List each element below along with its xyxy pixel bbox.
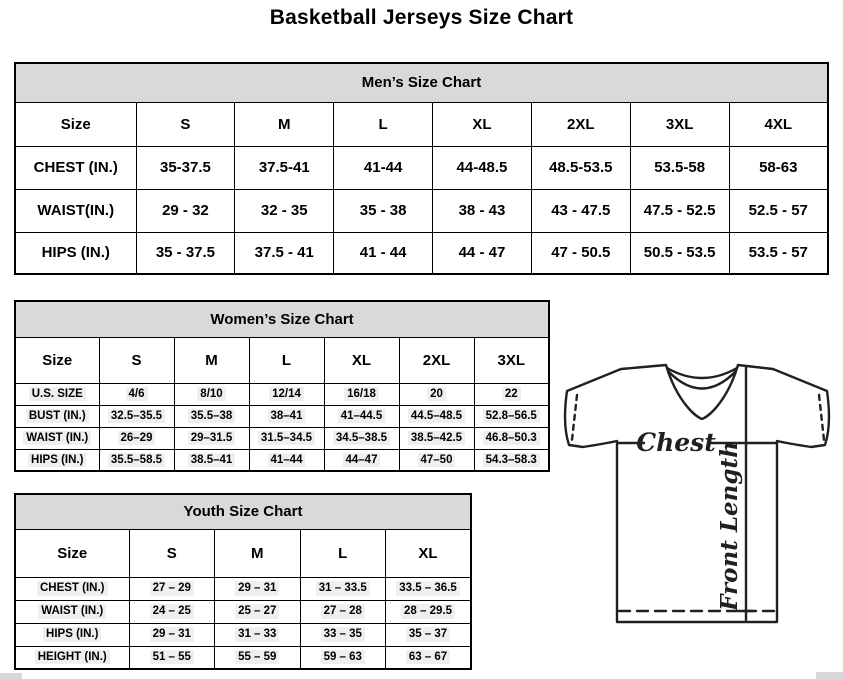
column-header: 4XL <box>729 102 828 146</box>
row-label: WAIST(IN.) <box>15 189 136 232</box>
table-cell: 43 - 47.5 <box>531 189 630 232</box>
table-row <box>15 189 828 232</box>
table-cell: 38–41 <box>249 405 324 427</box>
table-cell: 53.5-58 <box>630 146 729 189</box>
table-cell: 63 – 67 <box>386 646 472 669</box>
row-label: U.S. SIZE <box>15 383 99 405</box>
scrollbar-fragment-right[interactable] <box>816 672 843 679</box>
table-cell: 44-48.5 <box>433 146 532 189</box>
table-row <box>15 232 828 274</box>
table-cell: 29 – 31 <box>129 623 215 646</box>
page-title: Basketball Jerseys Size Chart <box>269 6 574 29</box>
table-cell: 35 - 38 <box>334 189 433 232</box>
row-label: WAIST (IN.) <box>15 600 129 623</box>
table-cell: 52.8–56.5 <box>474 405 549 427</box>
table-cell: 25 – 27 <box>215 600 301 623</box>
table-cell: 41-44 <box>334 146 433 189</box>
front-length-label: Front Length <box>716 441 743 611</box>
table-cell: 29 – 31 <box>215 577 301 600</box>
column-header: S <box>99 337 174 383</box>
table-row <box>15 600 471 623</box>
scrollbar-fragment-left[interactable] <box>0 673 22 679</box>
table-cell: 47.5 - 52.5 <box>630 189 729 232</box>
womens-size-table <box>14 300 550 472</box>
column-header: M <box>235 102 334 146</box>
column-header: XL <box>386 529 472 577</box>
table-band-row <box>15 494 471 529</box>
row-label: HIPS (IN.) <box>15 232 136 274</box>
table-cell: 41–44 <box>249 449 324 471</box>
table-cell: 20 <box>399 383 474 405</box>
table-cell: 44.5–48.5 <box>399 405 474 427</box>
table-cell: 44–47 <box>324 449 399 471</box>
column-header: Size <box>15 529 129 577</box>
table-cell: 47–50 <box>399 449 474 471</box>
column-header: M <box>174 337 249 383</box>
table-cell: 41 - 44 <box>334 232 433 274</box>
row-label: WAIST (IN.) <box>15 427 99 449</box>
table-cell: 16/18 <box>324 383 399 405</box>
table-cell: 59 – 63 <box>300 646 386 669</box>
table-band-row <box>15 301 549 337</box>
table-cell: 32 - 35 <box>235 189 334 232</box>
table-cell: 48.5-53.5 <box>531 146 630 189</box>
jersey-body-outline <box>565 365 829 622</box>
row-label: CHEST (IN.) <box>15 146 136 189</box>
table-cell: 26–29 <box>99 427 174 449</box>
table-cell: 47 - 50.5 <box>531 232 630 274</box>
table-cell: 27 – 29 <box>129 577 215 600</box>
table-cell: 51 – 55 <box>129 646 215 669</box>
table-row <box>15 623 471 646</box>
column-header: 3XL <box>474 337 549 383</box>
table-cell: 35.5–58.5 <box>99 449 174 471</box>
row-label: HIPS (IN.) <box>15 449 99 471</box>
column-header: L <box>249 337 324 383</box>
jersey-measurement-diagram-icon <box>556 354 840 646</box>
column-header: S <box>129 529 215 577</box>
column-header: Size <box>15 102 136 146</box>
table-cell: 8/10 <box>174 383 249 405</box>
table-row <box>15 383 549 405</box>
column-header: M <box>215 529 301 577</box>
youth-chart-title: Youth Size Chart <box>15 494 471 529</box>
column-header: XL <box>324 337 399 383</box>
column-header: 2XL <box>399 337 474 383</box>
column-header: Size <box>15 337 99 383</box>
youth-size-table <box>14 493 472 670</box>
row-label: BUST (IN.) <box>15 405 99 427</box>
table-cell: 32.5–35.5 <box>99 405 174 427</box>
table-cell: 29–31.5 <box>174 427 249 449</box>
table-row <box>15 577 471 600</box>
table-cell: 38.5–41 <box>174 449 249 471</box>
table-cell: 55 – 59 <box>215 646 301 669</box>
table-cell: 54.3–58.3 <box>474 449 549 471</box>
column-header: L <box>334 102 433 146</box>
table-cell: 28 – 29.5 <box>386 600 472 623</box>
row-label: HIPS (IN.) <box>15 623 129 646</box>
table-cell: 27 – 28 <box>300 600 386 623</box>
table-row <box>15 427 549 449</box>
table-cell: 50.5 - 53.5 <box>630 232 729 274</box>
table-cell: 33 – 35 <box>300 623 386 646</box>
table-cell: 38.5–42.5 <box>399 427 474 449</box>
table-cell: 31 – 33.5 <box>300 577 386 600</box>
row-label: CHEST (IN.) <box>15 577 129 600</box>
womens-chart-title: Women’s Size Chart <box>15 301 549 337</box>
table-cell: 35-37.5 <box>136 146 235 189</box>
table-row <box>15 146 828 189</box>
table-cell: 46.8–50.3 <box>474 427 549 449</box>
table-cell: 52.5 - 57 <box>729 189 828 232</box>
table-cell: 33.5 – 36.5 <box>386 577 472 600</box>
table-row <box>15 449 549 471</box>
row-label: HEIGHT (IN.) <box>15 646 129 669</box>
table-row <box>15 405 549 427</box>
table-cell: 12/14 <box>249 383 324 405</box>
mens-size-table <box>14 62 829 275</box>
table-row <box>15 646 471 669</box>
table-header-row <box>15 337 549 383</box>
table-cell: 37.5 - 41 <box>235 232 334 274</box>
table-cell: 24 – 25 <box>129 600 215 623</box>
column-header: XL <box>433 102 532 146</box>
table-header-row <box>15 529 471 577</box>
table-band-row <box>15 63 828 102</box>
column-header: 3XL <box>630 102 729 146</box>
chest-label: Chest <box>636 428 716 457</box>
column-header: S <box>136 102 235 146</box>
table-cell: 58-63 <box>729 146 828 189</box>
table-cell: 35 - 37.5 <box>136 232 235 274</box>
table-cell: 29 - 32 <box>136 189 235 232</box>
table-cell: 37.5-41 <box>235 146 334 189</box>
table-header-row <box>15 102 828 146</box>
table-cell: 35 – 37 <box>386 623 472 646</box>
jersey-collar-lines <box>667 368 737 389</box>
table-cell: 31.5–34.5 <box>249 427 324 449</box>
table-cell: 35.5–38 <box>174 405 249 427</box>
table-cell: 53.5 - 57 <box>729 232 828 274</box>
column-header: 2XL <box>531 102 630 146</box>
table-cell: 4/6 <box>99 383 174 405</box>
table-cell: 41–44.5 <box>324 405 399 427</box>
table-cell: 38 - 43 <box>433 189 532 232</box>
column-header: L <box>300 529 386 577</box>
table-cell: 22 <box>474 383 549 405</box>
table-cell: 44 - 47 <box>433 232 532 274</box>
table-cell: 34.5–38.5 <box>324 427 399 449</box>
table-cell: 31 – 33 <box>215 623 301 646</box>
mens-chart-title: Men’s Size Chart <box>15 63 828 102</box>
